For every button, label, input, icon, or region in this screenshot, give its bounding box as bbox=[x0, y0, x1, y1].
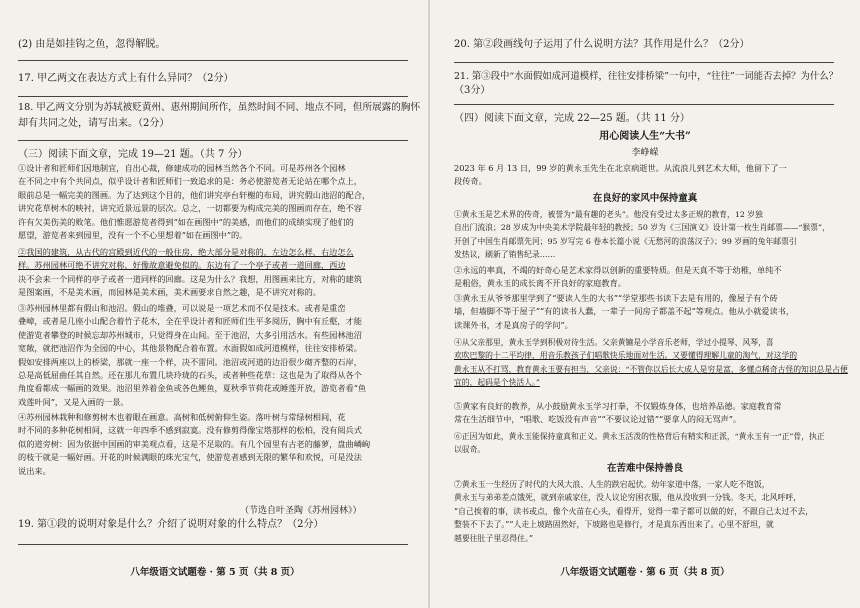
article-para-3 bbox=[454, 292, 794, 332]
text-line: 说出来。 bbox=[18, 465, 51, 476]
text-line: 决不会来一个同样的亭子或者一道同样的回廊。这是为什么？我想，用图画来比方，对称的建筑 bbox=[18, 273, 362, 284]
article-para-7 bbox=[454, 478, 813, 545]
section-4-heading: （四）阅读下面文章，完成 22—25 题。（共 11 分） bbox=[454, 113, 690, 124]
text-line: ⑤黄家有良好的教养，从小鼓励黄永玉学习打拳，不仅锻炼身体，也培养品德。家庭教育常 bbox=[454, 401, 782, 411]
answer-line[interactable] bbox=[18, 140, 408, 141]
text-line: 是粗俗，黄永玉的成长离不开良好的家庭教育。 bbox=[454, 278, 626, 289]
text-line: 眼前总是一幅完美的图画。为了达到这个目的，他们讲究亭台轩榭的布局，讲究假山池沼的配合， bbox=[18, 189, 371, 200]
text-line: 时不同的多种花树相间，这就一年四季不感到寂寞。没有修剪得像宝塔那样的松柏，没有阅兵式 bbox=[18, 425, 362, 436]
passage-3-para-1 bbox=[18, 162, 370, 242]
text-line: 讲究花草树木的映衬，讲究近景远景的层次。总之，一切都要为构成完美的图画而存在，绝不容 bbox=[18, 203, 362, 214]
passage-3-para-3 bbox=[18, 302, 366, 409]
text-line: 黄永玉与弟弟差点饿死，就到亲戚家住，没人议论穷困衣服，他从没收到一分钱。冬天，北风呼呼， bbox=[454, 493, 802, 503]
text-line: 的枝干就是一幅好画。开花的时候满眼的珠光宝气，使游览者感到无限的繁华和欢悦，可是没法 bbox=[18, 452, 362, 463]
text-line: ①黄永玉是艺术界的传奇，被誉为“最有趣的老头”。他没有受过太多正规的教育，12 岁独 bbox=[454, 210, 763, 219]
section-3-heading: （三）阅读下面文章，完成 19—21 题。（共 7 分） bbox=[18, 149, 248, 160]
text-line: ⑦黄永玉一生经历了时代的大风大浪、人生的跌宕起伏。幼年家道中落，一家人吃不饱饭， bbox=[454, 480, 770, 489]
question-17: 17. 甲乙两文在表达方式上有什么异同？（2分） bbox=[18, 73, 234, 84]
answer-line[interactable] bbox=[18, 544, 408, 545]
underlined-text-line: ②我国的建筑，从古代的宫殿到近代的一般住房，绝大部分是对称的，左边怎么样，右边怎么 bbox=[18, 247, 354, 257]
text-line: 似的道旁树：因为依据中国画的审美观点看，这是不足取的。有几个园里有古老的藤萝，盘曲嶙峋 bbox=[18, 438, 371, 449]
text-line: 角度看都成一幅画的效果。池沼里养着金鱼或各色鲤鱼，夏秋季节荷花或睡莲开放，游览者看“鱼 bbox=[18, 383, 367, 394]
underlined-text-line: 黄永玉从不打骂，教育黄永玉要有担当，父亲说：“不管你以后长大成人是穷是富，多懂点稀奇古怪的知识总是占便 bbox=[454, 364, 848, 374]
article-para-2 bbox=[454, 264, 782, 291]
text-line: 开创了中国生肖邮票先河；95 岁写完 6 卷本长篇小说《无愁河的浪荡汉子》；99 岁画的兔年邮票引 bbox=[454, 236, 797, 246]
text-line: 2023 年 6 月 13 日，99 岁的黄永玉先生在北京病逝世。从流浪儿到艺术大师，他留下了一 bbox=[454, 163, 787, 173]
text-line: 在不同之中有个共同点，似乎设计者和匠师们一致追求的是：务必使游览者无论站在哪个点上， bbox=[18, 176, 362, 187]
text-line: ①设计者和匠师们因地制宜，自出心裁，修建成功的园林当然各个不同。可是苏州各个园林 bbox=[18, 163, 346, 173]
article-para-5 bbox=[454, 400, 782, 427]
text-line: ⑥正因为如此，黄永玉能保持童真和正义。黄永玉活泼的性格背后有精实和正派，“黄永玉有一“正”骨，执正 bbox=[454, 432, 825, 441]
text-line: 使游览者攀登的时候忘却苏州城市，只觉得身在山间。至于池沼，大多引用活水。有些园林池沼 bbox=[18, 329, 362, 340]
text-line: 以驭奇。 bbox=[454, 445, 486, 455]
text-line: 墙，但墙脚不等于屋子”“有的读书人蠢，一辈子一间房子都盖不起”等观点。他从小就爱读书， bbox=[454, 306, 795, 317]
text-line: 叠嶂，或者是几座小山配合着竹子花木，全在乎设计者和匠师们生平多阅历，胸中有丘壑，才能 bbox=[18, 316, 362, 327]
text-line: 宽敞，就把池沼作为全园的中心，其他景物配合着布置。水面假如成河道模样，往往安排桥梁。 bbox=[18, 343, 362, 354]
passage-3-para-2 bbox=[18, 246, 362, 300]
text-line: 许有欠美伤美的败笔。他们惟愿游览者得到“如在画图中”的美感，而他们的成绩实现了他们的 bbox=[18, 216, 354, 227]
answer-line[interactable] bbox=[454, 104, 834, 105]
underlined-text-line: 欢吹巴黎的十二平均律，用音乐教孩子们唱歌快乐地面对生活。又要懂得理解儿童的淘气，对这学的 bbox=[454, 351, 798, 361]
answer-line[interactable] bbox=[454, 62, 834, 63]
text-line: 越要往肚子里忍得住。” bbox=[454, 533, 533, 543]
text-line: ③黄永玉从爷爷那里学到了“要读人生的大书”“学堂那些书读下去是有用的，像屋子有个砖 bbox=[454, 293, 778, 303]
text-line: 发热议，刷新了销售纪录…… bbox=[454, 250, 556, 260]
text-line: ③苏州园林里都有假山和池沼。假山的堆叠，可以说是一项艺术而不仅是技术。或者是重峦 bbox=[18, 303, 346, 313]
text-line: 段传奇。 bbox=[454, 176, 487, 187]
text-line: ②永远的率真，不竭的好奇心是艺术家得以创新的重要特质。但是天真不等于幼稚，单纯不 bbox=[454, 265, 782, 275]
passage-source: （节选自叶圣陶《苏州园林》） bbox=[240, 506, 362, 516]
subheading-1: 在良好的家风中保持童真 bbox=[592, 193, 698, 204]
article-para-6 bbox=[454, 430, 825, 457]
passage-3-para-4 bbox=[18, 411, 370, 478]
page-6 bbox=[430, 0, 860, 608]
article-author: 李峥嵘 bbox=[631, 148, 659, 158]
question-prev-item-2: (2) 由是如挂钩之鱼，忽得解脱。 bbox=[18, 39, 166, 50]
answer-line[interactable] bbox=[18, 96, 408, 97]
text-line: 自出门流浪；28 岁成为中央美术学院最年轻的教授；50 岁为《三国演义》设计第一枚生肖邮票——“猴票”， bbox=[454, 223, 830, 233]
page-footer: 八年级语文试题卷 · 第 5 页（共 8 页） bbox=[130, 567, 300, 578]
article-title: 用心阅读人生“大书” bbox=[599, 131, 691, 142]
text-line: ④从父亲那里，黄永玉学到积极对待生活。父亲黄镳是小学音乐老师，学过小提琴、风琴，喜 bbox=[454, 338, 774, 347]
text-line: 是图案画，不是美术画，而园林是美术画，美术画要求自然之趣，是不讲究对称的。 bbox=[18, 287, 321, 298]
question-19: 19. 第①段的说明对象是什么？介绍了说明对象的什么特点？（2分） bbox=[18, 519, 324, 530]
text-line: 假如安排两座以上的桥梁，那就一座一个样，决不雷同。池沼或河道的边沿很少砌齐整的石岸， bbox=[18, 356, 362, 367]
article-para-4 bbox=[454, 336, 848, 390]
text-line: 常在生活细节中，“唱歌、吃饭没有声音”“不要议论过错”“要拿人的闷无骂声”。 bbox=[454, 414, 742, 425]
question-18-line2: 却有共同之处，请写出来。（2分） bbox=[18, 118, 170, 129]
page-footer: 八年级语文试题卷 · 第 6 页（共 8 页） bbox=[560, 567, 730, 578]
answer-line[interactable] bbox=[18, 60, 408, 61]
question-20: 20. 第②段画线句子运用了什么说明方法？其作用是什么？（2分） bbox=[454, 39, 750, 50]
text-line: “自己挨着的事，读书或点，像个火苗在心头，看得开，觉得一辈子都可以做的好，不跟自己太过不去， bbox=[454, 506, 814, 516]
text-line: 愿望，游览者来到园里，没有一个不心里想着“如在画图中”的。 bbox=[18, 230, 248, 241]
text-line: 读课外书，才是真房子的学问”。 bbox=[454, 319, 573, 330]
article-para-1 bbox=[454, 208, 830, 262]
subheading-2: 在苦难中保持善良 bbox=[606, 463, 683, 474]
underlined-text-line: 宜的，起码是个快活人。” bbox=[454, 378, 540, 388]
text-line: 整装不下去了。”“人走上坡路固然好，下坡路也是修行，才是真东西出来了。心里不舒坦，就 bbox=[454, 520, 774, 530]
question-18-line1: 18. 甲乙两文分别为苏轼被贬黄州、惠州期间所作，虽然时间不同、地点不同，但所展露的胸怀 bbox=[18, 102, 421, 113]
text-line: 总是高低屈曲任其自然。还在那儿布置几块玲珑的石头，或者种些花草：这也是为了取得从各个 bbox=[18, 370, 362, 381]
text-line: 戏莲叶间”，又是入画的一景。 bbox=[18, 396, 129, 407]
question-21-line1: 21. 第③段中“水面假如成河道模样，往往安排桥梁”一句中，“往往”一词能否去掉？为什么？ bbox=[454, 71, 838, 82]
underlined-text-line: 样。苏州园林可绝不讲究对称，好像故意避免似的。东边有了一个亭子或者一道回廊，西边 bbox=[18, 260, 346, 271]
question-21-line2: （3分） bbox=[454, 85, 491, 96]
text-line: ④苏州园林栽种和修剪树木也着眼在画意。高树和低树俯仰生姿。落叶树与常绿树相间，花 bbox=[18, 412, 346, 422]
article-intro bbox=[454, 162, 787, 189]
